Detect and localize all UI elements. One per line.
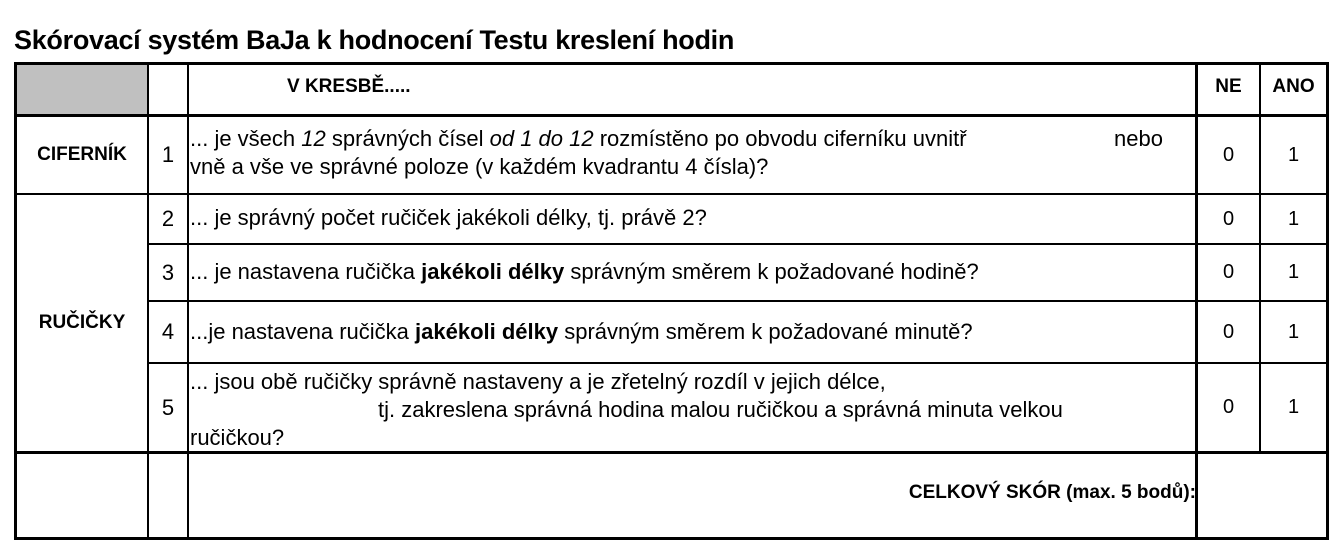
row-4-ano: 1 <box>1287 320 1300 343</box>
row-1-number: 1 <box>161 142 175 167</box>
row-3-question <box>190 258 1190 286</box>
row-4-q-part: ...je nastavena ručička <box>190 319 416 344</box>
row-1-q-italic: 12 <box>301 126 326 151</box>
row-1-q-part: nebo <box>1114 126 1163 151</box>
page-title: Skórovací systém BaJa k hodnocení Testu kreslení hodin <box>14 25 735 55</box>
table-rule-row3 <box>148 300 1329 302</box>
section-rucicky: RUČIČKY <box>38 312 126 333</box>
table-rule-row4 <box>148 362 1329 364</box>
row-1-ano: 1 <box>1287 143 1300 166</box>
table-rule-row2 <box>148 243 1329 245</box>
row-4-number: 4 <box>161 319 175 344</box>
row-1-question <box>190 125 1190 181</box>
row-2-question: ... je správný počet ručiček jakékoli délky, tj. právě 2? <box>190 205 707 230</box>
row-1-q-part: ... je všech <box>190 126 302 151</box>
table-col-question <box>187 62 189 540</box>
row-3-q-part: správným směrem k požadované hodině? <box>564 259 979 284</box>
row-3-q-part: ... je nastavena ručička <box>190 259 422 284</box>
header-blank-cell <box>15 63 148 115</box>
row-3-number: 3 <box>161 259 175 285</box>
table-border-right <box>1326 62 1329 540</box>
row-2-ano: 1 <box>1287 207 1300 230</box>
row-2-number: 2 <box>161 206 175 231</box>
row-5-ano: 1 <box>1287 396 1300 418</box>
table-border-bottom <box>14 537 1329 540</box>
row-1-q-italic: od 1 do 12 <box>489 126 594 151</box>
row-5-number: 5 <box>161 394 175 420</box>
row-3-ne: 0 <box>1222 261 1235 283</box>
section-cifernik: CIFERNÍK <box>37 144 127 165</box>
row-4-q-part: správným směrem k požadované minutě? <box>558 319 973 344</box>
row-4-ne: 0 <box>1222 320 1235 343</box>
row-1-q-part: vně a vše ve správné poloze (v každém kvadrantu 4 čísla)? <box>190 154 769 179</box>
row-3-ano: 1 <box>1287 261 1300 283</box>
total-score-field[interactable] <box>1198 454 1326 537</box>
row-1-q-part: rozmístěno po obvodu ciferníku uvnitř <box>593 126 967 151</box>
row-4-q-bold: jakékoli délky <box>415 319 559 344</box>
row-1-ne: 0 <box>1222 143 1235 166</box>
table-border-top <box>14 62 1329 65</box>
row-5-q-line: tj. zakreslena správná hodina malou ručičkou a správná minuta velkou <box>378 397 1063 422</box>
header-ne: NE <box>1215 76 1242 97</box>
table-rule-row1 <box>14 193 1329 195</box>
row-5-q-line: ... jsou obě ručičky správně nastaveny a je zřetelný rozdíl v jejich délce, <box>190 369 886 394</box>
row-3-q-bold: jakékoli délky <box>421 259 565 284</box>
row-5-question <box>190 368 1190 452</box>
table-rule-header <box>14 114 1329 117</box>
header-ano: ANO <box>1272 76 1315 97</box>
row-1-q-part: správných čísel <box>325 126 490 151</box>
row-4-question <box>190 318 1190 346</box>
row-5-q-line: ručičkou? <box>190 425 285 450</box>
row-5-ne: 0 <box>1222 396 1235 418</box>
total-score-label: CELKOVÝ SKÓR (max. 5 bodů): <box>908 482 1196 503</box>
row-2-ne: 0 <box>1222 207 1235 230</box>
header-v-kresbe: V KRESBĚ..... <box>287 76 411 97</box>
